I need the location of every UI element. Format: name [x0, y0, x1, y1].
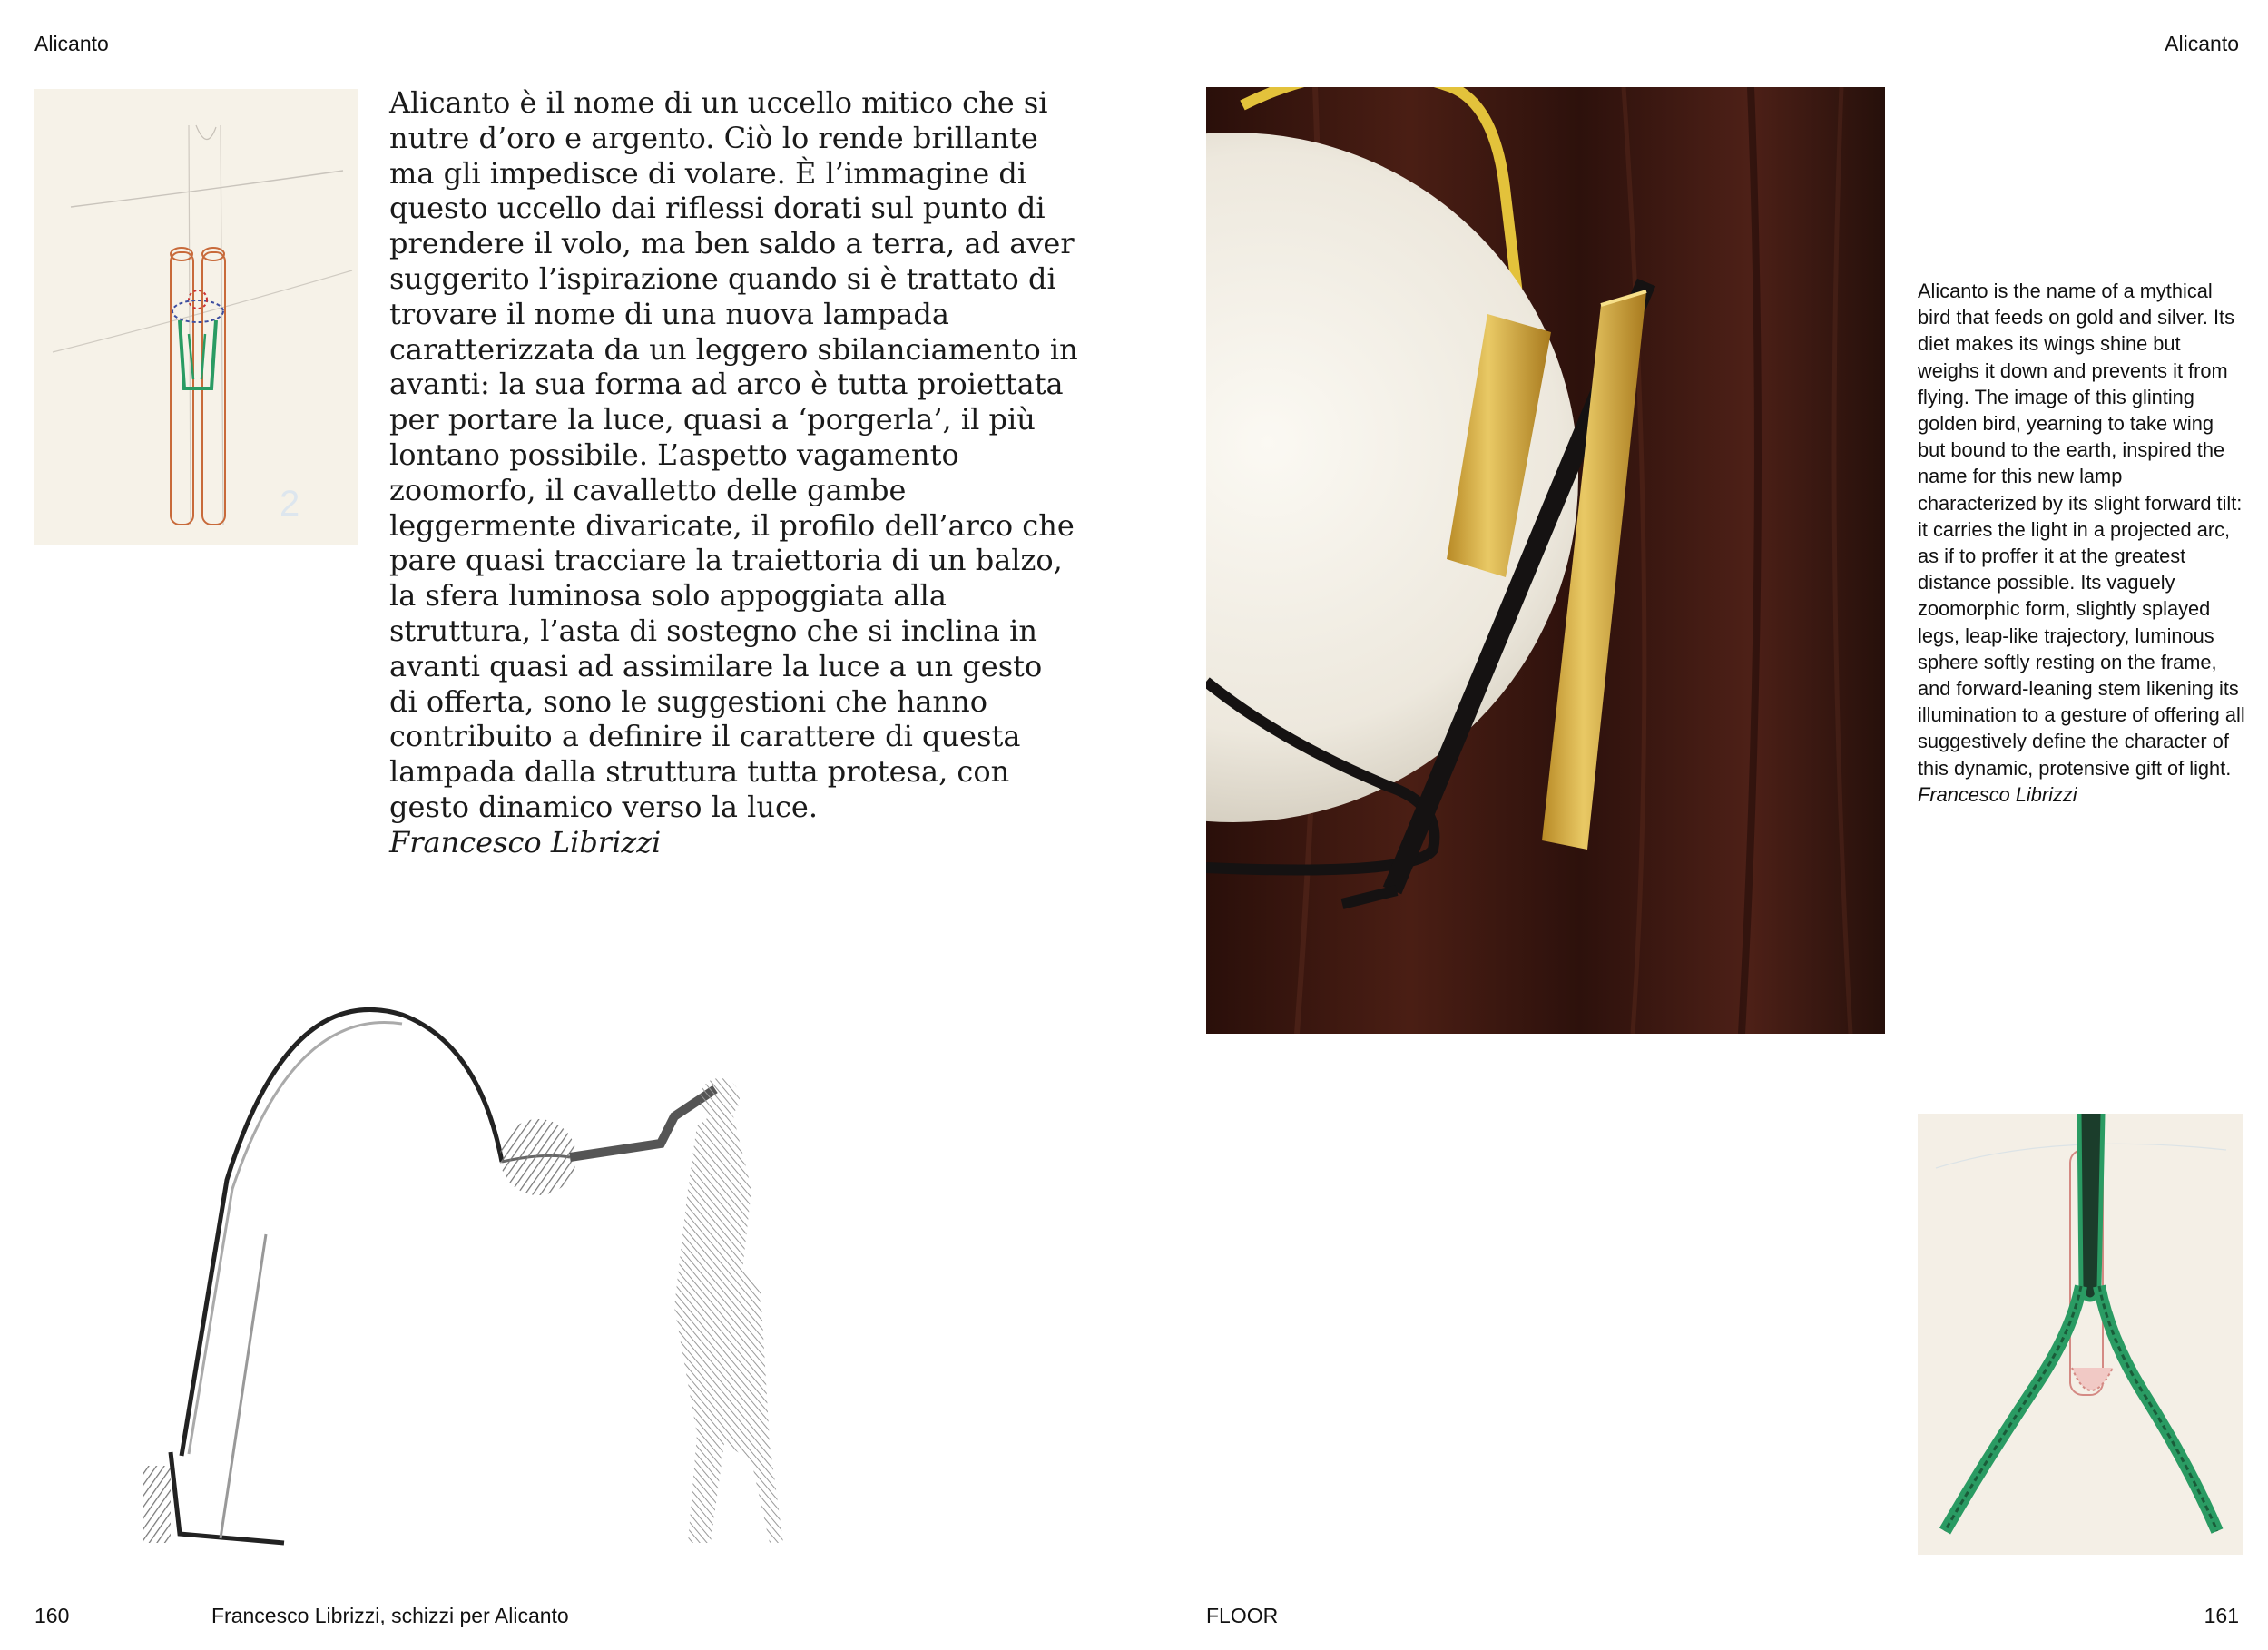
running-head-right: Alicanto: [2165, 32, 2239, 55]
sketch-legs-joint: [1918, 1114, 2243, 1555]
italian-body-text: [389, 85, 1079, 860]
sketch-arc-lamp-with-figure: [143, 1007, 965, 1547]
english-author: Francesco Librizzi: [1918, 782, 2077, 806]
svg-text:2: 2: [280, 484, 300, 524]
italian-author: Francesco Librizzi: [389, 824, 662, 859]
sketch-legs-front: [34, 89, 358, 545]
page-number-left: 160: [34, 1604, 70, 1627]
running-head-left: Alicanto: [34, 32, 109, 55]
product-photo-alicanto-detail: [1206, 87, 1885, 1034]
image-caption: Francesco Librizzi, schizzi per Alicanto: [211, 1604, 569, 1627]
english-paragraph: Alicanto is the name of a mythical bird that feeds on gold and silver. Its diet makes its wings shine but weighs it down and prevents it from flying. The image of this glinting golden bird, yearning to take wing but bound to the earth, inspired the name for this new lamp characterized by its slight forward tilt: it carries the light in a projected arc, as if to proffer it at the greatest distance possible. Its vaguely zoomorphic form, slightly splayed legs, leap-like trajectory, luminous sphere softly resting on the frame, and forward-leaning stem likening its illumination to a gesture of offering all suggestively define the character of this dynamic, protensive gift of light.: [1918, 280, 2245, 780]
english-body-text: [1918, 278, 2246, 808]
section-label: FLOOR: [1206, 1604, 1279, 1627]
page-number-right: 161: [2204, 1604, 2239, 1627]
italian-paragraph: Alicanto è il nome di un uccello mitico che si nutre d’oro e argento. Ciò lo rende brillante ma gli impedisce di volare. È l’immagine di questo uccello dai riflessi dorati sul punto di prendere il volo, ma ben saldo a terra, ad aver suggerito l’ispirazione quando si è trattato di trovare il nome di una nuova lampada caratterizzata da un leggero sbilanciamento in avanti: la sua forma ad arco è tutta proiettata per portare la luce, quasi a ‘porgerla’, il più lontano possibile. L’aspetto vagamento zoomorfo, il cavalletto delle gambe leggermente divaricate, il profilo dell’arco che pare quasi tracciare la traiettoria di un balzo, la sfera luminosa solo appoggiata alla struttura, l’asta di sostegno che si inclina in avanti quasi ad assimilare la luce a un gesto di offerta, sono le suggestioni che hanno contribuito a definire il carattere di questa lampada dalla struttura tutta protesa, con gesto dinamico verso la luce.: [389, 85, 1078, 824]
